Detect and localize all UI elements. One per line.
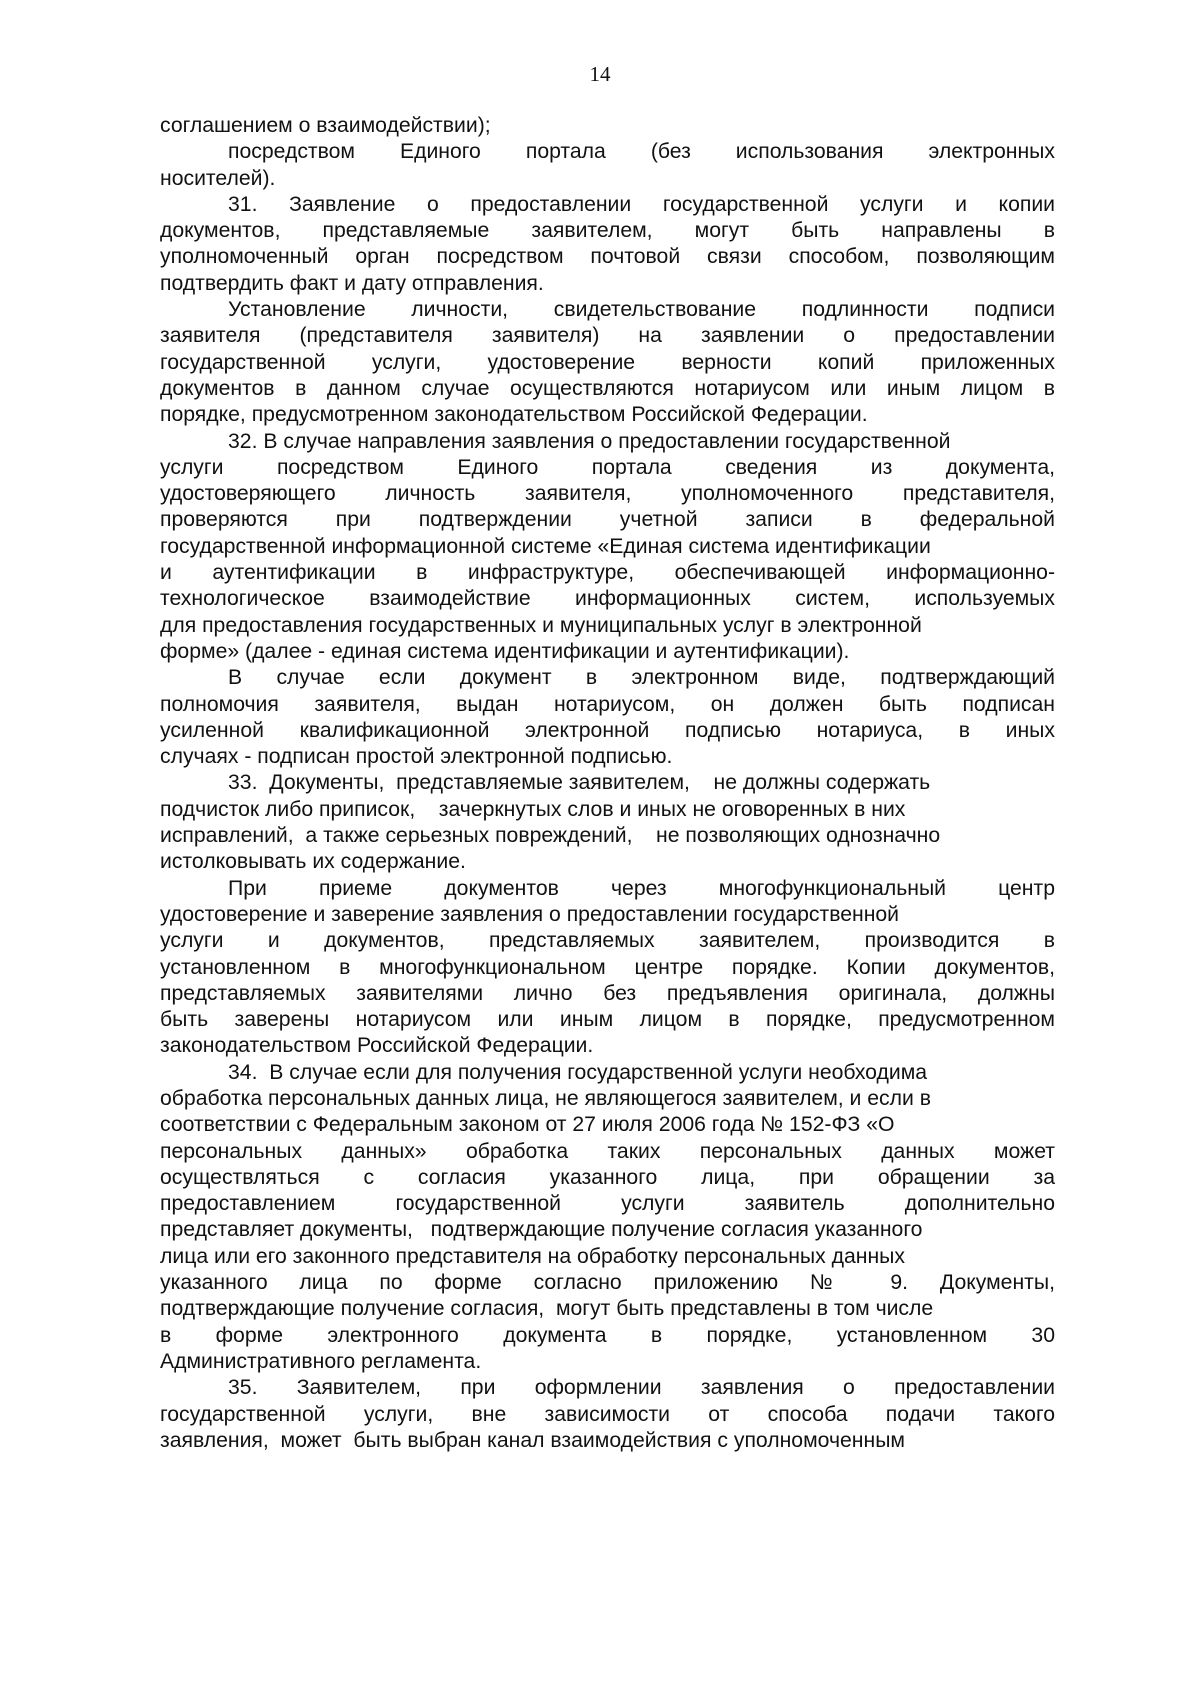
paragraph-first-line: В случае если документ в электронном виде, подтверждающий <box>228 666 1055 690</box>
text-line: документов, представляемые заявителем, могут быть направлены в <box>160 219 1055 243</box>
text-line: усиленной квалификационной электронной подписью нотариуса, в иных <box>160 718 1055 742</box>
paragraph-first-line: При приеме документов через многофункциональный центр <box>228 876 1055 900</box>
paragraph-first-line: 33. Документы, представляемые заявителем, не должны содержать <box>228 771 931 795</box>
text-line: быть заверены нотариусом или иным лицом в порядке, предусмотренном <box>160 1008 1055 1032</box>
paragraph-first-line: 32. В случае направления заявления о предоставлении государственной <box>228 429 951 453</box>
text-line: услуги посредством Единого портала сведения из документа, <box>160 455 1055 479</box>
paragraph-first-line: Установление личности, свидетельствование подлинности подписи <box>228 298 1055 322</box>
text-line: проверяются при подтверждении учетной записи в федеральной <box>160 508 1055 532</box>
text-line: для предоставления государственных и муниципальных услуг в электронной <box>160 613 922 637</box>
paragraph-first-line: 34. В случае если для получения государственной услуги необходима <box>228 1060 928 1084</box>
text-line: случаях - подписан простой электронной подписью. <box>160 745 673 769</box>
text-line: государственной услуги, вне зависимости от способа подачи такого <box>160 1402 1055 1426</box>
text-line: подтвердить факт и дату отправления. <box>160 271 544 295</box>
text-line: персональных данных» обработка таких персональных данных может <box>160 1139 1055 1163</box>
text-line: уполномоченный орган посредством почтовой связи способом, позволяющим <box>160 245 1055 269</box>
text-line: подтверждающие получение согласия, могут быть представлены в том числе <box>160 1297 934 1321</box>
text-line: указанного лица по форме согласно приложению № 9. Документы, <box>160 1271 1055 1295</box>
text-line: установленном в многофункциональном центре порядке. Копии документов, <box>160 955 1055 979</box>
text-line: исправлений, а также серьезных повреждений, не позволяющих однозначно <box>160 824 941 848</box>
text-line: осуществляться с согласия указанного лица, при обращении за <box>160 1165 1055 1189</box>
text-line: государственной информационной системе «Единая система идентификации <box>160 534 931 558</box>
text-line: истолковывать их содержание. <box>160 850 466 874</box>
text-line: соответствии с Федеральным законом от 27 июля 2006 года № 152-ФЗ «О <box>160 1113 895 1137</box>
text-line: носителей). <box>160 166 276 190</box>
text-line: предоставлением государственной услуги заявитель дополнительно <box>160 1192 1055 1216</box>
text-line: документов в данном случае осуществляются нотариусом или иным лицом в <box>160 376 1055 400</box>
text-line: соглашением о взаимодействии); <box>160 114 491 137</box>
text-line: обработка персональных данных лица, не являющегося заявителем, и если в <box>160 1086 931 1110</box>
text-line: удостоверяющего личность заявителя, уполномоченного представителя, <box>160 482 1055 506</box>
paragraph-first-line: 31. Заявление о предоставлении государственной услуги и копии <box>228 192 1055 216</box>
text-line: законодательством Российской Федерации. <box>160 1034 594 1058</box>
text-line: услуги и документов, представляемых заявителем, производится в <box>160 929 1055 953</box>
text-line: представляемых заявителями лично без предъявления оригинала, должны <box>160 981 1055 1005</box>
text-line: представляет документы, подтверждающие получение согласия указанного <box>160 1218 923 1242</box>
text-line: порядке, предусмотренном законодательством Российской Федерации. <box>160 403 868 427</box>
text-line: заявления, может быть выбран канал взаимодействия с уполномоченным <box>160 1428 905 1452</box>
text-line: форме» (далее - единая система идентификации и аутентификации). <box>160 639 850 663</box>
text-line: Административного регламента. <box>160 1349 482 1373</box>
text-line: подчисток либо приписок, зачеркнутых слов и иных не оговоренных в них <box>160 797 906 821</box>
page-number: 14 <box>589 62 611 86</box>
text-line: заявителя (представителя заявителя) на заявлении о предоставлении <box>160 324 1055 348</box>
text-line: лица или его законного представителя на обработку персональных данных <box>160 1244 906 1268</box>
text-line: и аутентификации в инфраструктуре, обеспечивающей информационно- <box>160 561 1055 585</box>
text-line: технологическое взаимодействие информационных систем, используемых <box>160 587 1055 611</box>
text-line: в форме электронного документа в порядке, установленном 30 <box>160 1323 1055 1347</box>
text-line: государственной услуги, удостоверение верности копий приложенных <box>160 350 1055 374</box>
text-line: удостоверение и заверение заявления о предоставлении государственной <box>160 902 900 926</box>
text-line: полномочия заявителя, выдан нотариусом, он должен быть подписан <box>160 692 1055 716</box>
paragraph-first-line: 35. Заявителем, при оформлении заявления о предоставлении <box>228 1376 1055 1400</box>
paragraph-first-line: посредством Единого портала (без использования электронных <box>228 140 1055 164</box>
document-body <box>160 113 1055 1454</box>
